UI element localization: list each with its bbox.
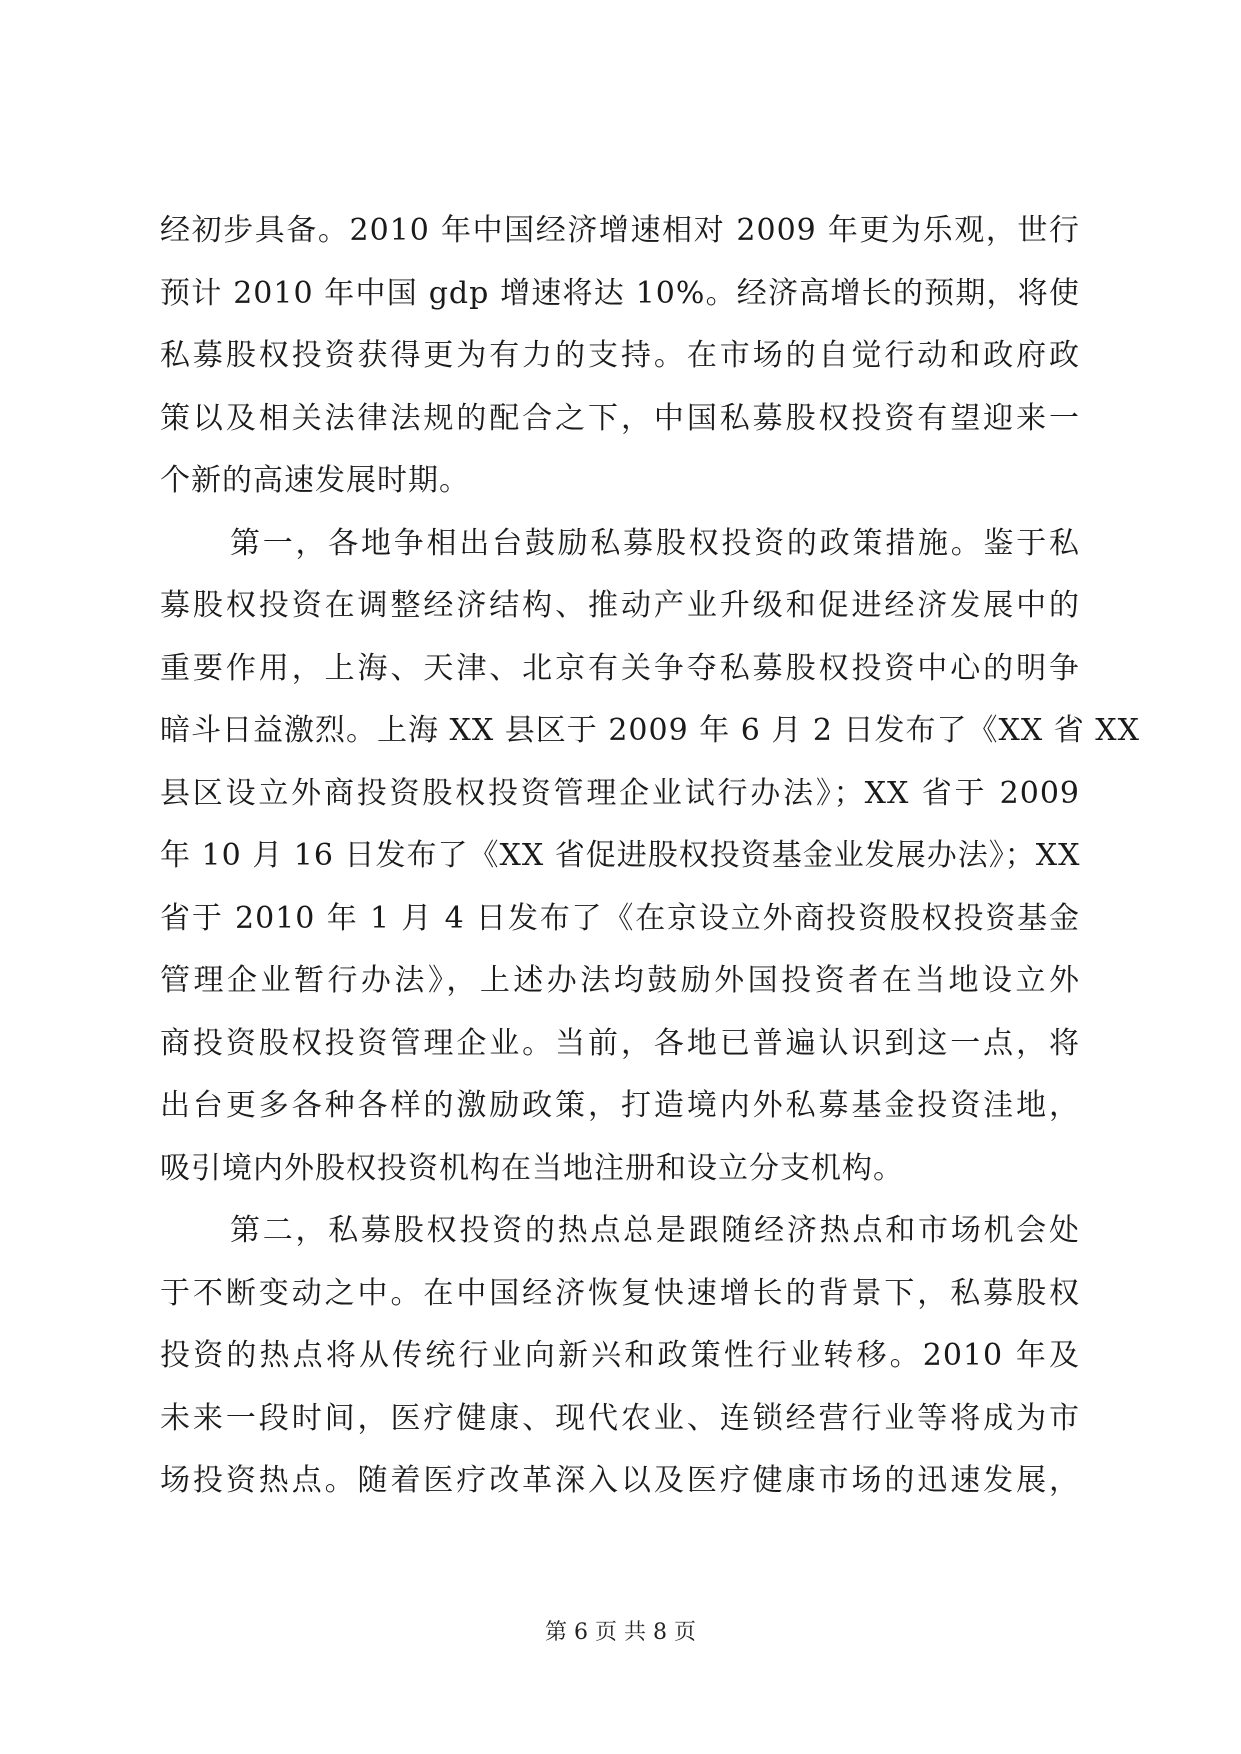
text-line: 暗斗日益激烈。上海 XX 县区于 2009 年 6 月 2 日发布了《XX 省 XX (160, 713, 1141, 748)
text-line: 场投资热点。随着医疗改革深入以及医疗健康市场的迅速发展， (160, 1463, 1080, 1498)
paragraph-first-line: 第二，私募股权投资的热点总是跟随经济热点和市场机会处 (230, 1213, 1080, 1248)
text-line: 于不断变动之中。在中国经济恢复快速增长的背景下，私募股权 (160, 1275, 1080, 1311)
text-line: 出台更多各种各样的激励政策，打造境内外私募基金投资洼地， (160, 1088, 1080, 1123)
text-line: 商投资股权投资管理企业。当前，各地已普遍认识到这一点，将 (160, 1025, 1080, 1061)
text-line: 县区设立外商投资股权投资管理企业试行办法》；XX 省于 2009 (160, 775, 1080, 811)
text-line: 省于 2010 年 1 月 4 日发布了《在京设立外商投资股权投资基金 (160, 900, 1080, 936)
body-text (160, 200, 1141, 1513)
page-number-label: 第 6 页 共 8 页 (545, 1620, 696, 1645)
text-line: 策以及相关法律法规的配合之下，中国私募股权投资有望迎来一 (160, 400, 1080, 436)
text-line: 年 10 月 16 日发布了《XX 省促进股权投资基金业发展办法》；XX (160, 838, 1081, 873)
text-line: 未来一段时间，医疗健康、现代农业、连锁经营行业等将成为市 (160, 1400, 1080, 1436)
text-line: 募股权投资在调整经济结构、推动产业升级和促进经济发展中的 (160, 588, 1080, 623)
text-line: 吸引境内外股权投资机构在当地注册和设立分支机构。 (160, 1150, 904, 1186)
text-line: 经初步具备。2010 年中国经济增速相对 2009 年更为乐观，世行 (160, 213, 1080, 248)
text-line: 预计 2010 年中国 gdp 增速将达 10%。经济高增长的预期，将使 (160, 275, 1080, 311)
text-line: 重要作用，上海、天津、北京有关争夺私募股权投资中心的明争 (160, 650, 1080, 686)
page-footer (0, 1618, 1241, 1648)
text-line: 管理企业暂行办法》，上述办法均鼓励外国投资者在当地设立外 (160, 963, 1080, 998)
paragraph-first-line: 第一，各地争相出台鼓励私募股权投资的政策措施。鉴于私 (230, 525, 1080, 561)
text-line: 个新的高速发展时期。 (160, 463, 470, 498)
text-line: 投资的热点将从传统行业向新兴和政策性行业转移。2010 年及 (160, 1338, 1080, 1373)
text-line: 私募股权投资获得更为有力的支持。在市场的自觉行动和政府政 (160, 338, 1080, 373)
